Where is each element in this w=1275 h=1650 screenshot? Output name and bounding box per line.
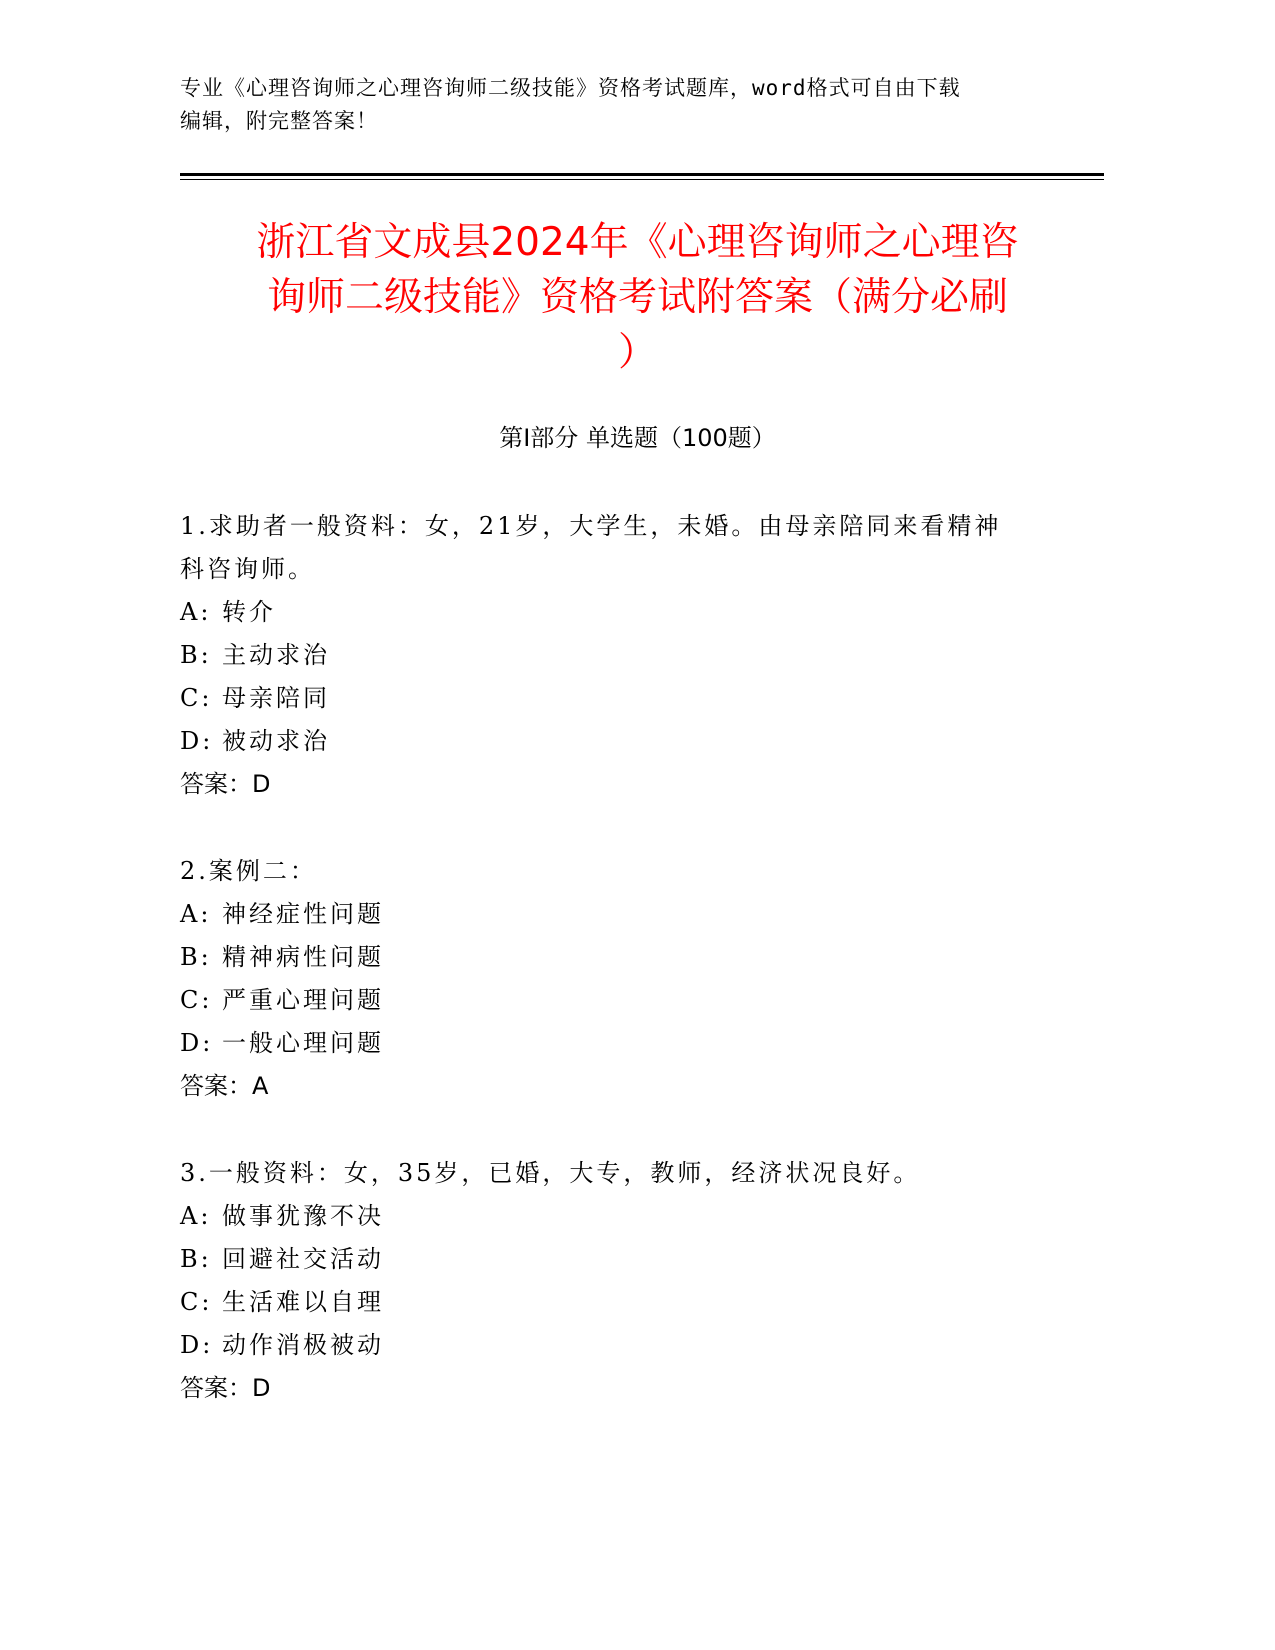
title-line2: 询师二级技能》资格考试附答案（满分必刷 [266,275,1008,320]
option-letter: C: [180,1288,213,1316]
answer-line: 答案：D [180,1374,271,1402]
question-text: 3.一般资料：女，35岁，已婚，大专，教师，经济状况良好。 [180,1159,921,1187]
option-c [180,677,1040,720]
question-text: 1.求助者一般资料：女，21岁，大学生，未婚。由母亲陪同来看精神 [180,512,1002,540]
option-text: 母亲陪同 [222,684,330,712]
option-text: 被动求治 [222,727,330,755]
option-letter: C: [180,684,213,712]
option-text: 动作消极被动 [222,1331,384,1359]
question-text: 2.案例二： [180,857,317,885]
title-line1: 浙江省文成县2024年《心理咨询师之心理咨 [256,220,1019,265]
option-text: 精神病性问题 [222,943,384,971]
option-d [180,720,1040,763]
option-text: 做事犹豫不决 [222,1202,384,1230]
option-letter: B: [180,1245,212,1273]
option-a [180,1195,1040,1238]
header-note-line2: 编辑，附完整答案！ [180,109,378,133]
section-title: 第I部分 单选题（100题） [499,424,776,452]
question-text-continued: 科咨询师。 [180,555,315,583]
option-b [180,936,1040,979]
option-letter: C: [180,986,213,1014]
option-letter: D: [180,1331,214,1359]
document-title [150,215,1125,380]
option-letter: D: [180,727,214,755]
question-list [180,505,1040,1454]
option-c [180,1281,1040,1324]
header-divider-thick [180,173,1104,176]
option-text: 主动求治 [222,641,330,669]
option-text: 生活难以自理 [222,1288,384,1316]
option-d [180,1022,1040,1065]
header-note [180,72,1080,138]
header-divider-thin [180,179,1104,180]
option-letter: A: [180,1202,212,1230]
option-a [180,591,1040,634]
header-note-line1: 专业《心理咨询师之心理咨询师二级技能》资格考试题库，word格式可自由下载 [180,76,961,100]
option-text: 一般心理问题 [222,1029,384,1057]
option-letter: A: [180,900,212,928]
answer-line: 答案：D [180,770,271,798]
option-text: 回避社交活动 [222,1245,384,1273]
question-item [180,1152,1040,1410]
option-b [180,634,1040,677]
option-letter: B: [180,943,212,971]
option-text: 神经症性问题 [222,900,384,928]
option-letter: D: [180,1029,214,1057]
option-c [180,979,1040,1022]
option-letter: B: [180,641,212,669]
title-line3: ） [617,330,657,375]
option-a [180,893,1040,936]
option-b [180,1238,1040,1281]
option-text: 转介 [222,598,276,626]
question-item [180,505,1040,806]
question-item [180,850,1040,1108]
option-letter: A: [180,598,212,626]
option-d [180,1324,1040,1367]
option-text: 严重心理问题 [222,986,384,1014]
answer-line: 答案：A [180,1072,269,1100]
